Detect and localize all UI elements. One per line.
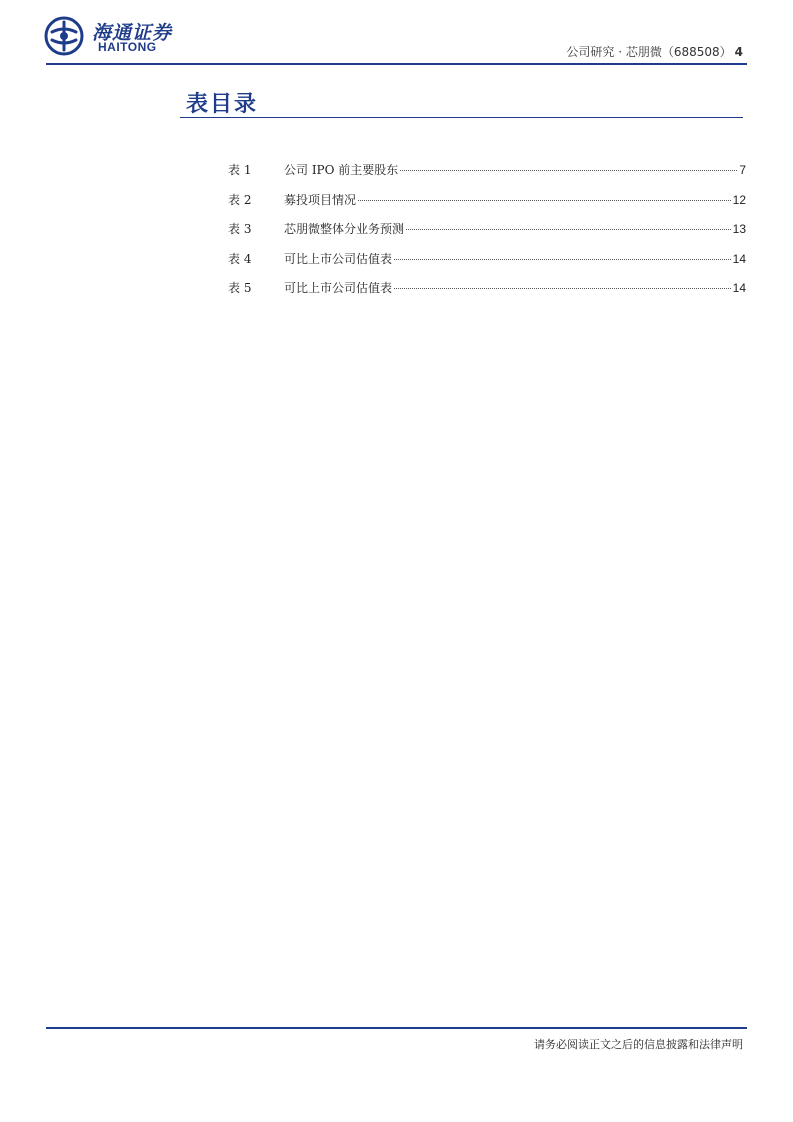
toc-entry-title: 可比上市公司估值表 [284, 251, 393, 266]
page-number: 4 [734, 45, 743, 59]
footer-disclaimer: 请务必阅读正文之后的信息披露和法律声明 [534, 1038, 743, 1051]
toc-entry[interactable] [228, 191, 746, 221]
footer-divider [46, 1027, 747, 1029]
toc-entry[interactable] [228, 161, 746, 191]
toc-entry-page: 12 [732, 192, 746, 207]
toc-entry-number: 表 5 [228, 281, 252, 295]
toc-entry-number: 表 2 [228, 192, 252, 207]
toc-entry[interactable] [228, 279, 746, 309]
report-header-info [566, 43, 743, 60]
haitong-logo-icon [44, 16, 84, 56]
toc-entry[interactable] [228, 250, 746, 280]
section-title: 表目录 [186, 91, 259, 117]
logo-chinese-name: 海通证券 [92, 22, 173, 44]
toc-dot-leader [400, 170, 737, 171]
company-logo [44, 16, 224, 58]
toc-entry-page: 13 [732, 222, 746, 236]
header-divider [46, 63, 747, 65]
toc-entry-number: 表 1 [228, 163, 252, 177]
toc-dot-leader [358, 200, 731, 201]
table-of-tables [228, 161, 746, 309]
logo-english-name: HAITONG [98, 40, 157, 54]
toc-entry-title: 公司 IPO 前主要股东 [284, 163, 399, 177]
report-info-text: 公司研究 · 芯朋微（688508） [566, 45, 732, 59]
toc-entry-page: 7 [739, 163, 746, 177]
toc-entry-page: 14 [732, 251, 746, 266]
toc-dot-leader [406, 229, 731, 230]
title-divider [180, 117, 743, 118]
toc-dot-leader [394, 288, 731, 289]
toc-entry-number: 表 3 [228, 222, 252, 236]
toc-entry-title: 募投项目情况 [284, 192, 357, 207]
toc-entry[interactable] [228, 220, 746, 250]
toc-entry-title: 芯朋微整体分业务预测 [284, 222, 405, 236]
toc-entry-number: 表 4 [228, 251, 252, 266]
toc-dot-leader [394, 259, 731, 260]
toc-entry-page: 14 [732, 281, 746, 295]
toc-entry-title: 可比上市公司估值表 [284, 281, 393, 295]
